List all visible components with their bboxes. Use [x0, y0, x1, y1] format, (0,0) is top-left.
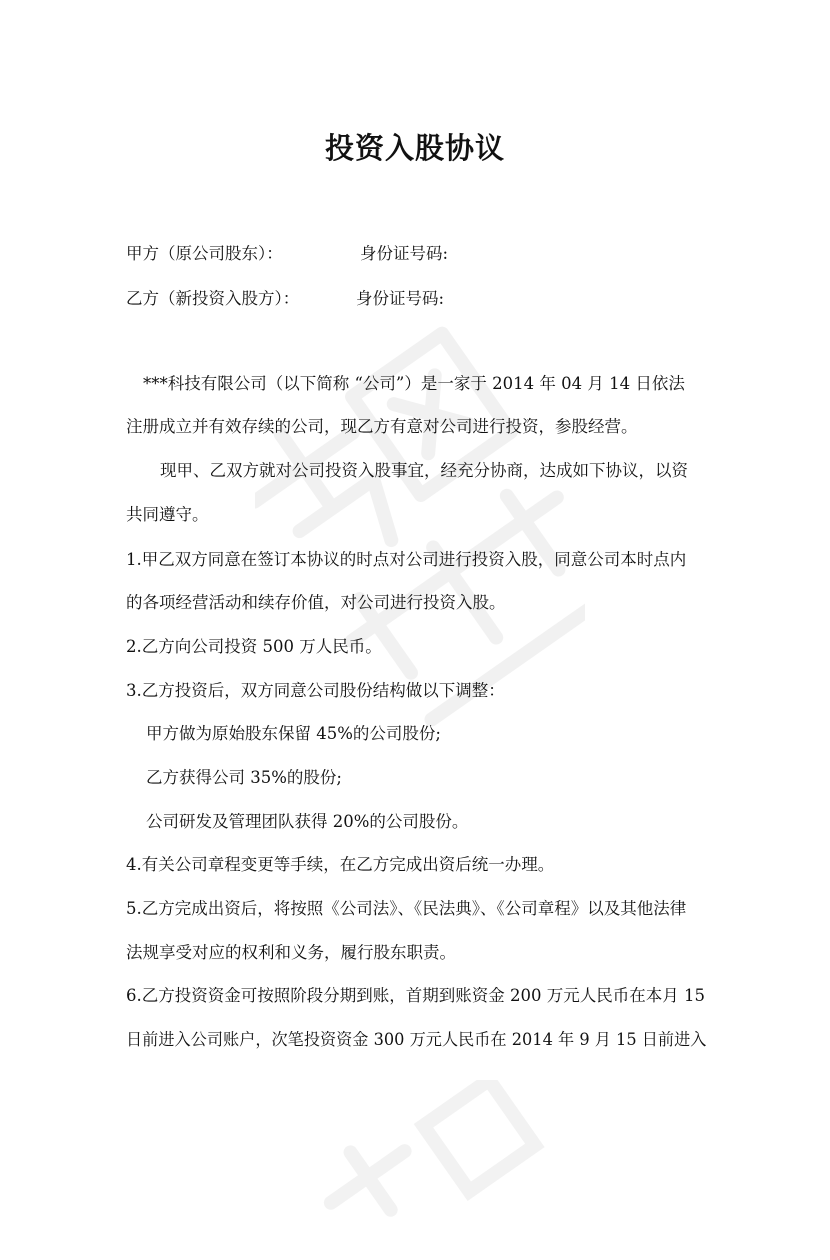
watermark-icon	[300, 1080, 560, 1260]
party-b-label: 乙方（新投资入股方）：	[126, 289, 300, 308]
intro-line-3: 现甲、乙双方就对公司投资入股事宜，经充分协商，达成如下协议，以资	[160, 461, 688, 480]
clause-5-line-2: 法规享受对应的权利和义务，履行股东职责。	[126, 943, 456, 962]
party-a-label: 甲方（原公司股东）：	[126, 244, 283, 263]
clause-1-line-2: 的各项经营活动和续存价值，对公司进行投资入股。	[126, 593, 506, 612]
party-b-id-label: 身份证号码:	[356, 289, 445, 308]
intro-line-2: 注册成立并有效存续的公司，现乙方有意对公司进行投资，参股经营。	[126, 417, 638, 436]
clause-4: 4.有关公司章程变更等手续，在乙方完成出资后统一办理。	[126, 855, 555, 874]
intro-line-1: ***科技有限公司（以下简称 “公司”）是一家于 2014 年 04 月 14 日依法	[143, 374, 685, 393]
clause-5-line-1: 5.乙方完成出资后，将按照《公司法》、《民法典》、《公司章程》以及其他法律	[126, 899, 687, 918]
clause-2: 2.乙方向公司投资 500 万人民币。	[126, 637, 382, 656]
clause-3-item-1: 甲方做为原始股东保留 45%的公司股份;	[146, 724, 441, 743]
clause-6-line-1: 6.乙方投资资金可按照阶段分期到账，首期到账资金 200 万元人民币在本月 15	[126, 986, 705, 1005]
clause-6-line-2: 日前进入公司账户，次笔投资资金 300 万元人民币在 2014 年 9 月 15 日前进入	[126, 1030, 707, 1049]
watermark-icon	[255, 260, 585, 780]
document-title: 投资入股协议	[324, 131, 505, 165]
party-a-id-label: 身份证号码:	[360, 244, 449, 263]
clause-3: 3.乙方投资后，双方同意公司股份结构做以下调整：	[126, 681, 505, 700]
intro-line-4: 共同遵守。	[126, 505, 209, 524]
clause-3-item-3: 公司研发及管理团队获得 20%的公司股份。	[146, 812, 469, 831]
clause-3-item-2: 乙方获得公司 35%的股份;	[146, 768, 342, 787]
clause-1-line-1: 1.甲乙双方同意在签订本协议的时点对公司进行投资入股，同意公司本时点内	[126, 550, 687, 569]
